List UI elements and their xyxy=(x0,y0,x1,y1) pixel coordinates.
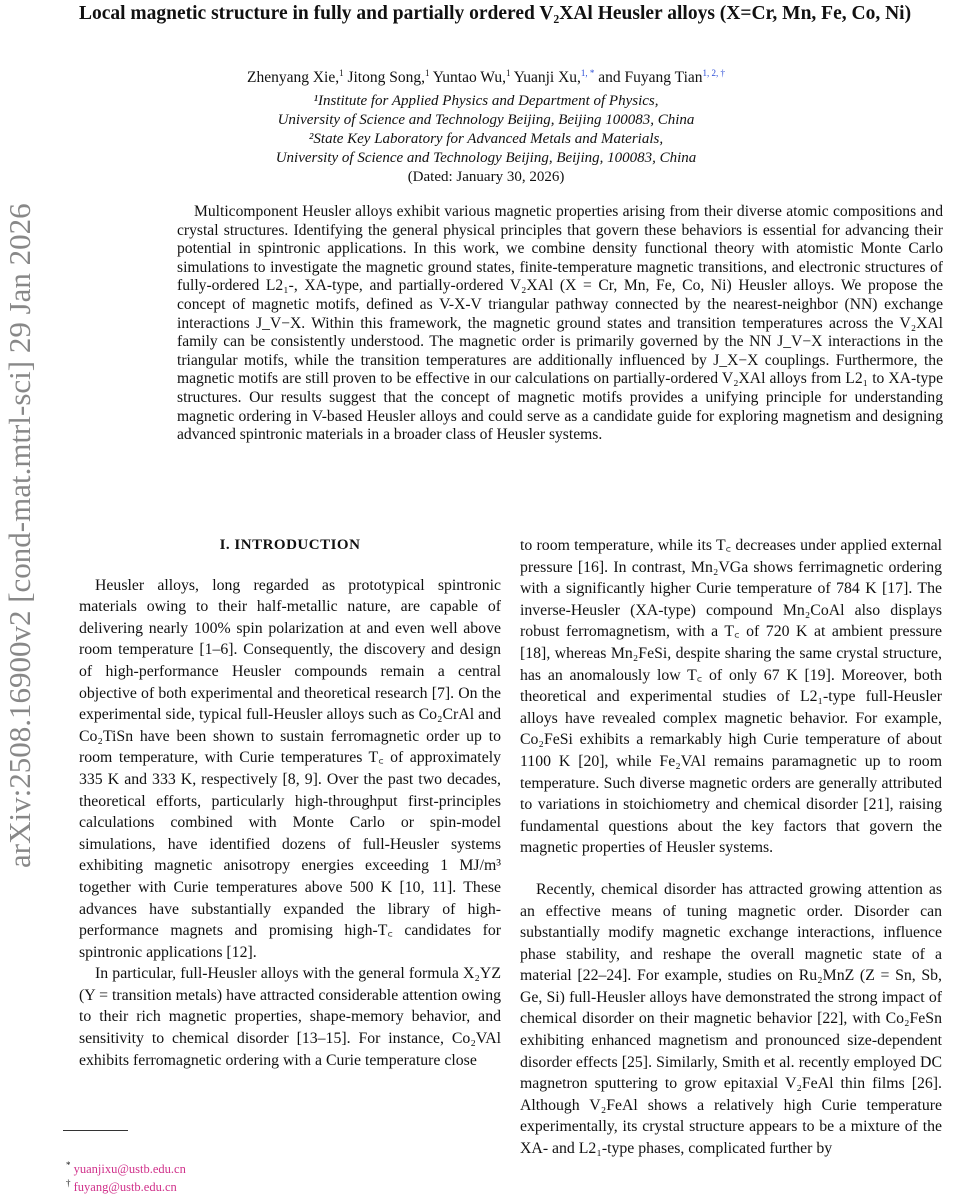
author-affiliation-mark[interactable]: 1, * xyxy=(580,68,595,78)
author: Zhenyang Xie, xyxy=(246,69,340,87)
paper-title: Local magnetic structure in fully and partially ordered V₂XAl Heusler alloys (X=Cr, Mn, Fe, Co, Ni) xyxy=(78,3,912,24)
footnote-mark: † xyxy=(66,1178,71,1188)
body-paragraph: In particular, full-Heusler alloys with the general formula X₂YZ (Y = transition metals) have attracted considerable attention owing to their rich magnetic properties, shape-memory behavior, and sensitivity to chemical disorder [13–15]. For instance, Co₂VAl exhibits ferromagnetic ordering with a Curie temperature close xyxy=(79,965,501,1069)
footnote-rule xyxy=(63,1130,128,1131)
body-paragraph: Heusler alloys, long regarded as prototypical spintronic materials owing to their half-metallic nature, are capable of delivering nearly 100% spin polarization at and even well above room temperature [1–6]. Consequently, the discovery and design of high-performance Heusler compounds remain a central objective of both experimental and theoretical research [7]. On the experimental side, typical full-Heusler alloys such as Co₂CrAl and Co₂TiSn have been shown to sustain ferromagnetic order up to room temperature, with Curie temperatures T꜀ of approximately 335 K and 333 K, respectively [8, 9]. Over the past two decades, theoretical efforts, particularly high-throughput first-principles calculations combined with Monte Carlo or spin-model simulations, have identified dozens of full-Heusler systems exhibiting magnetic anisotropy energies exceeding 1 MJ/m³ together with Curie temperatures above 500 K [10, 11]. These advances have substantially expanded the library of high-performance magnets and promising high-T꜀ candidates for spintronic applications [12]. xyxy=(79,576,501,961)
body-paragraph: to room temperature, while its T꜀ decreases under applied external pressure [16]. In contrast, Mn₂VGa shows ferrimagnetic ordering with a significantly higher Curie temperature of 784 K [17]. The inverse-Heusler (XA-type) compound Mn₂CoAl also displays robust ferromagnetism, with a T꜀ of 720 K at ambient pressure [18], whereas Mn₂FeSi, despite sharing the same crystal structure, has an anomalously low T꜀ of only 67 K [19]. Moreover, both theoretical and experimental studies of L2₁-type full-Heusler alloys have revealed complex magnetic behavior. For example, Co₂FeSi exhibits a remarkably high Curie temperature of about 1100 K [20], while Fe₂VAl remains paramagnetic up to room temperature. Such diverse magnetic orders are generally attributed to variations in stoichiometry and chemical disorder [21], raising fundamental questions about the key factors that govern the magnetic properties of Heusler systems. xyxy=(520,537,942,857)
author-affiliation-mark: 1 xyxy=(424,68,430,78)
email-link[interactable]: yuanjixu@ustb.edu.cn xyxy=(73,1162,186,1177)
body-paragraph: Recently, chemical disorder has attracted growing attention as an effective means of tuning magnetic order. Disorder can substantially modify magnetic exchange interactions, influence phase stability, and reshape the overall magnetic state of a material [22–24]. For example, studies on Ru₂MnZ (Z = Sn, Sb, Ge, Si) full-Heusler alloys have demonstrated the strong impact of chemical disorder on their magnetic behavior [22], with Co₂FeSn exhibiting enhanced magnetism and pronounced size-dependent disorder effects [25]. Similarly, Smith et al. recently employed DC magnetron sputtering to grow epitaxial V₂FeAl thin films [26]. Although V₂FeAl shows a relatively high Curie temperature experimentally, its crystal structure appears to be a mixture of the XA- and L2₁-type phases, complicated further by xyxy=(520,880,942,1158)
author-affiliation-mark[interactable]: 1, 2, † xyxy=(702,68,726,78)
affiliation-line: ¹Institute for Applied Physics and Department of Physics, xyxy=(313,93,659,109)
left-column xyxy=(79,535,501,1071)
author: Yuntao Wu, xyxy=(432,69,506,87)
arxiv-identifier-stamp[interactable]: arXiv:2508.16900v2 [cond-mat.mtrl-sci] 29 Jan 2026 xyxy=(2,203,37,868)
affiliations xyxy=(0,92,972,187)
author: Jitong Song, xyxy=(347,69,425,87)
footnote-mark: * xyxy=(66,1160,71,1170)
right-column xyxy=(520,535,942,1160)
author-affiliation-mark: 1 xyxy=(505,68,511,78)
affiliation-line: University of Science and Technology Beijing, Beijing, 100083, China xyxy=(275,150,697,166)
author-affiliation-mark: 1 xyxy=(339,68,344,78)
abstract: Multicomponent Heusler alloys exhibit various magnetic properties arising from their diverse atomic compositions and crystal structures. Identifying the general physical principles that govern these behaviors is essential for advancing their potential in spintronic applications. In this work, we combine density functional theory with atomistic Monte Carlo simulations to investigate the magnetic ground states, finite-temperature magnetic transitions, and electronic structures of fully-ordered L2₁-, XA-type, and partially-ordered V₂XAl (X = Cr, Mn, Fe, Co, Ni) Heusler alloys. We propose the concept of magnetic motifs, defined as V-X-V triangular pathway connected by the nearest-neighbor (NN) exchange interactions J_V−X. Within this framework, the magnetic ground states and transition temperatures across the V₂XAl family can be consistently understood. The magnetic order is primarily governed by the NN J_V−X interactions in the triangular motifs, while the transition temperatures are additionally influenced by J_X−X couplings. Furthermore, the magnetic motifs are still proven to be effective in our calculations on partially-ordered V₂XAl alloys from L2₁ to XA-type structures. Our results suggest that the concept of magnetic motifs provides a unifying principle for understanding magnetic ordering in V-based Heusler alloys and could serve as a candidate guide for exploring magnetism and designing advanced spintronic materials in a broader class of Heusler systems. xyxy=(177,203,943,444)
email-link[interactable]: fuyang@ustb.edu.cn xyxy=(73,1180,177,1195)
author: Yuanji Xu, xyxy=(513,69,581,87)
date-line: (Dated: January 30, 2026) xyxy=(407,169,565,185)
author-list xyxy=(0,68,972,87)
affiliation-line: ²State Key Laboratory for Advanced Metals and Materials, xyxy=(308,131,664,147)
footnote xyxy=(66,1178,177,1195)
footnote xyxy=(66,1160,186,1177)
author: and Fuyang Tian xyxy=(598,69,703,87)
section-heading: I. INTRODUCTION xyxy=(219,537,361,553)
affiliation-line: University of Science and Technology Beijing, Beijing 100083, China xyxy=(277,112,695,128)
